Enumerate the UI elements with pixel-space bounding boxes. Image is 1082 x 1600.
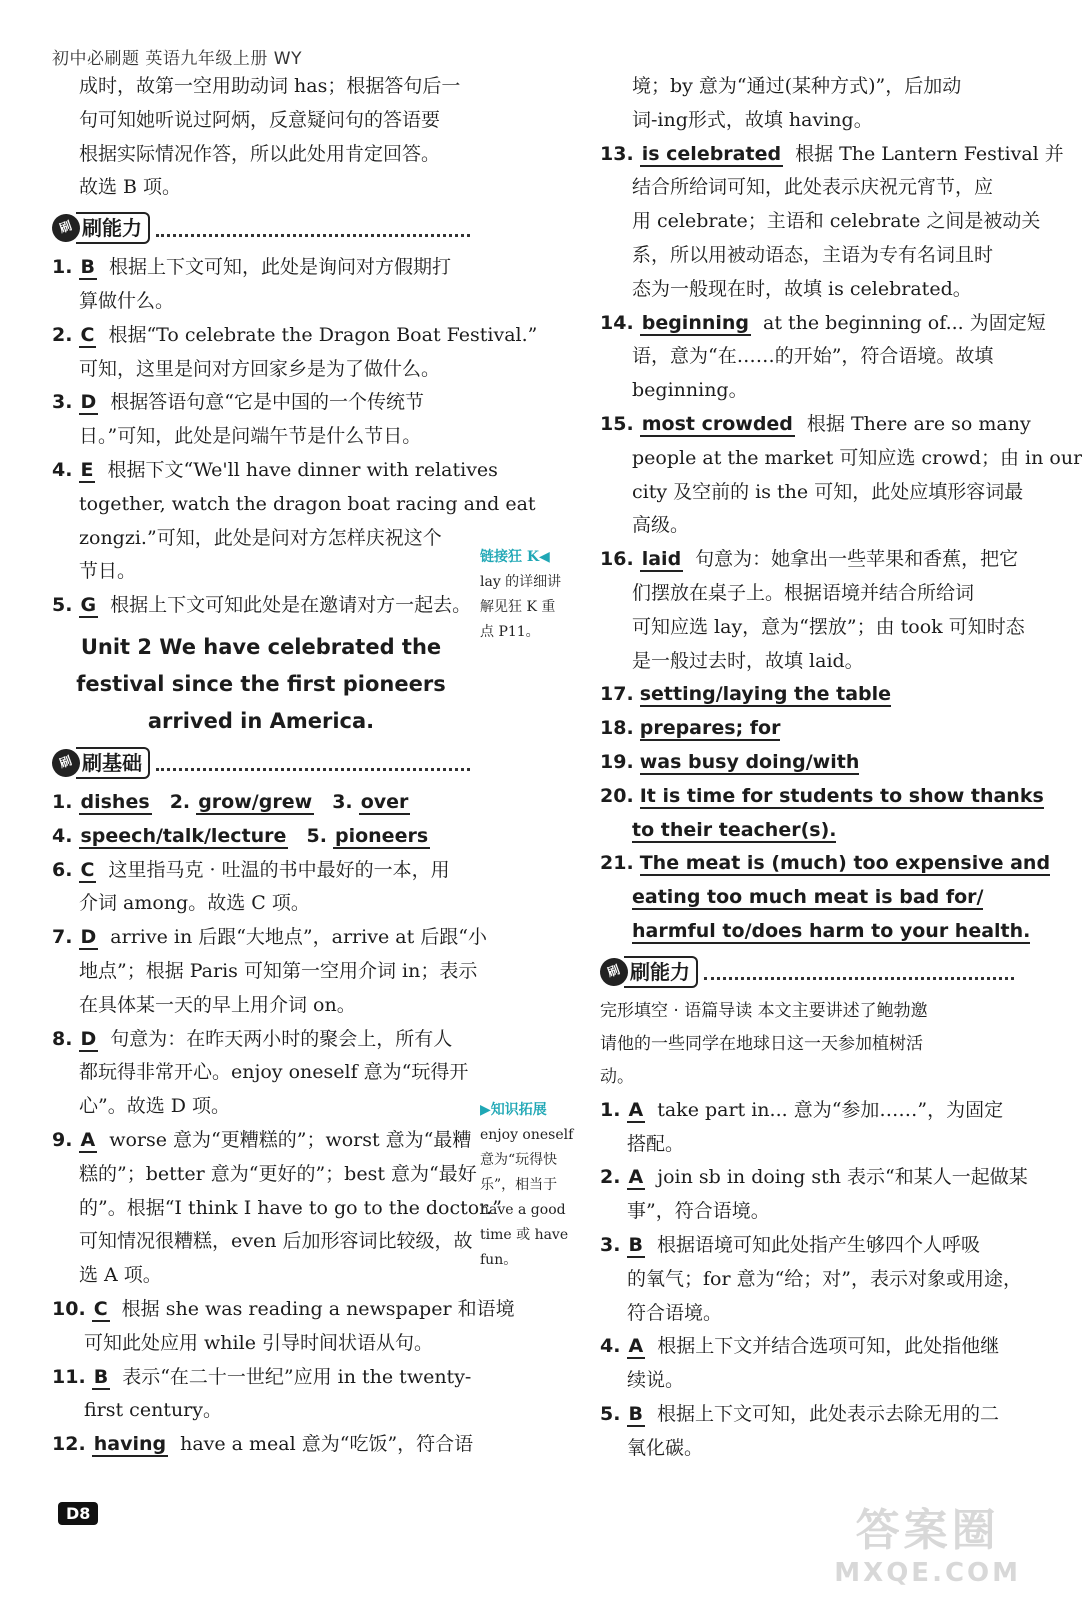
side-note-line: 点 P11。 xyxy=(480,624,540,640)
item-number: 17. xyxy=(600,683,634,706)
answer-row xyxy=(52,820,470,854)
answer-item xyxy=(52,1361,470,1429)
item-answer: C xyxy=(80,858,95,881)
item-answer: grow/grew xyxy=(198,790,313,813)
item-text: 结合所给词可知，此处表示庆祝元宵节，应 xyxy=(632,176,994,199)
item-text: first century。 xyxy=(84,1399,222,1422)
item-number: 3. xyxy=(52,391,73,414)
item-text: 可知，这里是问对方回家乡是为了做什么。 xyxy=(79,357,441,380)
answer-item xyxy=(52,921,487,1022)
answer-item xyxy=(52,251,470,319)
item-answer: pioneers xyxy=(334,824,429,847)
item-answer: harmful to/does harm to your health. xyxy=(632,919,1031,942)
item-text: 根据 The Lantern Festival 并 xyxy=(795,142,1064,165)
item-text: take part in... 意为“参加……”，为固定 xyxy=(657,1098,1004,1121)
item-text: 根据下文“We'll have dinner with relatives xyxy=(107,458,498,481)
item-text: 根据语境可知此处指产生够四个人呼吸 xyxy=(656,1233,980,1256)
item-answer: B xyxy=(93,1365,109,1388)
item-text: 介词 among。故选 C 项。 xyxy=(79,892,310,915)
text-line: 词-ing形式，故填 having。 xyxy=(632,108,873,131)
item-answer: E xyxy=(80,458,94,481)
item-answer: A xyxy=(628,1335,644,1358)
fill-in-answers xyxy=(600,678,1051,948)
item-answer: A xyxy=(628,1166,644,1189)
answer-item xyxy=(600,1398,1014,1466)
answer-item xyxy=(600,138,1064,307)
answer-row xyxy=(52,786,470,820)
side-note-line: time 或 have xyxy=(480,1227,569,1243)
item-text: 根据上下文并结合选项可知，此处指他继 xyxy=(657,1335,1000,1358)
item-answer: A xyxy=(628,1098,644,1121)
text-line: 故选 B 项。 xyxy=(79,176,182,199)
answer-item xyxy=(600,1229,1023,1330)
item-number: 5. xyxy=(52,594,73,617)
item-text: 态为一般现在时，故填 is celebrated。 xyxy=(632,277,972,300)
item-answer: D xyxy=(80,391,97,414)
item-text: 事”，符合语境。 xyxy=(627,1200,770,1223)
item-text: 选 A 项。 xyxy=(79,1264,162,1287)
item-text: zongzi.”可知，此处是问对方怎样庆祝这个 xyxy=(79,526,442,549)
watermark-logo xyxy=(834,1494,1021,1588)
dotted-divider xyxy=(704,963,1014,980)
item-text: 高级。 xyxy=(632,514,690,537)
item-text: 算做什么。 xyxy=(79,289,175,312)
item-text: 系，所以用被动语态，主语为专有名词且时 xyxy=(632,243,994,266)
item-text: 可知此处应用 while 引导时间状语从句。 xyxy=(84,1331,433,1354)
item-number: 2. xyxy=(600,1166,621,1189)
item-text: 搭配。 xyxy=(627,1132,685,1155)
answer-item xyxy=(600,307,1046,408)
section-title: 刷能力 xyxy=(624,956,698,988)
item-text: 表示“在二十一世纪”应用 in the twenty- xyxy=(122,1365,472,1388)
item-answer: B xyxy=(628,1402,643,1425)
dotted-divider xyxy=(156,754,470,771)
item-number: 14. xyxy=(600,311,634,334)
item-answer: over xyxy=(360,790,409,813)
item-text: 的”。根据“I think I have to go to the doctor.” xyxy=(79,1196,502,1219)
item-answer: setting/laying the table xyxy=(639,683,892,706)
item-text: 根据“To celebrate the Dragon Boat Festival.” xyxy=(108,323,538,346)
item-number: 16. xyxy=(600,548,634,571)
answer-list-4 xyxy=(600,1094,1028,1466)
dotted-divider xyxy=(156,220,470,237)
item-answer: laid xyxy=(641,548,682,571)
item-text: 根据答语句意“它是中国的一个传统节 xyxy=(110,391,424,414)
side-note-line: 意为“玩得快 xyxy=(480,1152,558,1168)
item-text: 根据上下文可知，此处表示去除无用的二 xyxy=(656,1402,999,1425)
answer-item xyxy=(52,1023,470,1124)
unit-title xyxy=(52,629,470,740)
item-answer: eating too much meat is bad for/ xyxy=(632,886,984,909)
section-header-ability xyxy=(52,211,470,245)
item-text: 是一般过去时，故填 laid。 xyxy=(632,649,864,672)
item-answer: It is time for students to show thanks xyxy=(639,784,1044,807)
right-column xyxy=(600,70,1082,1465)
item-number: 1. xyxy=(600,1098,621,1121)
text-line: 根据实际情况作答，所以此处用肯定回答。 xyxy=(79,142,441,165)
item-number: 10. xyxy=(52,1297,86,1320)
item-answer: dishes xyxy=(80,790,150,813)
item-number: 18. xyxy=(600,717,634,740)
answer-item xyxy=(52,386,470,454)
answer-item xyxy=(52,589,470,623)
text-line: 境；by 意为“通过(某种方式)”，后加动 xyxy=(632,75,962,97)
item-text: 续说。 xyxy=(627,1369,685,1392)
item-text: 糕的”；better 意为“更好的”；best 意为“最好 xyxy=(79,1162,477,1185)
item-number: 2. xyxy=(169,790,191,813)
item-text: together, watch the dragon boat racing and eat xyxy=(79,492,536,515)
side-note-line: lay 的详细讲 xyxy=(480,574,562,590)
item-text: 都玩得非常开心。enjoy oneself 意为“玩得开 xyxy=(79,1061,469,1084)
text-line: 动。 xyxy=(600,1066,634,1087)
watermark-line: 答案圈 xyxy=(855,1505,1000,1556)
item-answer: B xyxy=(628,1233,643,1256)
item-text: city 及空前的 is the 可知，此处应填形容词最 xyxy=(632,480,1024,503)
item-number: 8. xyxy=(52,1027,73,1050)
item-answer: D xyxy=(80,1027,97,1050)
item-text: 的氧气；for 意为“给；对”，表示对象或用途， xyxy=(627,1267,1023,1290)
answer-item xyxy=(600,1094,1014,1162)
item-text: 氧化碳。 xyxy=(627,1436,704,1459)
section-badge-icon: 刷 xyxy=(48,210,84,246)
item-text: 在具体某一天的早上用介词 on。 xyxy=(79,993,356,1016)
unit-title-line: festival since the first pioneers xyxy=(76,671,446,696)
item-answer: most crowded xyxy=(641,412,793,435)
answer-item xyxy=(600,543,1025,678)
item-text: 地点”；根据 Paris 可知第一空用介词 in；表示 xyxy=(79,959,478,982)
item-answer: is celebrated xyxy=(641,142,782,165)
item-number: 4. xyxy=(52,824,73,847)
item-text: have a meal 意为“吃饭”，符合语 xyxy=(180,1433,474,1456)
item-text: join sb in doing sth 表示“和某人一起做某 xyxy=(657,1166,1028,1189)
item-number: 20. xyxy=(600,784,634,807)
item-number: 5. xyxy=(306,824,327,847)
item-answer: C xyxy=(93,1297,108,1320)
side-note-line: 乐”，相当于 xyxy=(480,1177,558,1193)
item-text: arrive in 后跟“大地点”，arrive at 后跟“小 xyxy=(110,926,487,949)
side-note-line: have a good xyxy=(480,1202,566,1218)
item-number: 2. xyxy=(52,323,73,346)
text-line: 请他的一些同学在地球日这一天参加植树活 xyxy=(600,1033,923,1054)
item-number: 11. xyxy=(52,1365,86,1388)
item-answer: was busy doing/with xyxy=(639,750,860,773)
answer-item xyxy=(600,1330,1014,1398)
item-answer: to their teacher(s). xyxy=(632,818,837,841)
section-badge-icon: 刷 xyxy=(596,954,632,990)
item-text: 可知情况很糟糕，even 后加形容词比较级，故 xyxy=(79,1230,473,1253)
item-text: 根据 There are so many xyxy=(806,412,1031,435)
watermark-line: MXQE.COM xyxy=(834,1558,1021,1588)
section-header-ability xyxy=(600,955,1014,989)
item-number: 21. xyxy=(600,852,634,875)
answer-list-3 xyxy=(600,138,1082,679)
section-title: 刷基础 xyxy=(76,747,150,779)
item-text: 根据 she was reading a newspaper 和语境 xyxy=(121,1297,515,1320)
left-intro xyxy=(52,70,470,205)
item-answer: having xyxy=(93,1433,167,1456)
item-answer: B xyxy=(80,256,95,279)
item-answer: beginning xyxy=(641,311,750,334)
item-number: 1. xyxy=(52,790,73,813)
item-answer: D xyxy=(80,926,97,949)
item-number: 4. xyxy=(600,1335,621,1358)
item-number: 5. xyxy=(600,1402,621,1425)
item-answer: The meat is (much) too expensive and xyxy=(639,852,1051,875)
item-number: 7. xyxy=(52,926,73,949)
item-number: 6. xyxy=(52,858,73,881)
item-number: 3. xyxy=(600,1233,621,1256)
answer-item xyxy=(52,1293,515,1361)
page-number: D8 xyxy=(58,1502,98,1525)
item-text: 句意为：在昨天两小时的聚会上，所有人 xyxy=(110,1027,453,1050)
text-line: 句可知她听说过阿炳，反意疑问句的答语要 xyxy=(79,108,441,131)
section-header-basics xyxy=(52,746,470,780)
cloze-intro xyxy=(600,995,1014,1094)
item-text: 用 celebrate；主语和 celebrate 之间是被动关 xyxy=(632,210,1041,233)
text-line: 成时，故第一空用助动词 has；根据答句后一 xyxy=(79,75,461,97)
running-header: 初中必刷题 英语九年级上册 WY xyxy=(52,49,303,69)
item-number: 1. xyxy=(52,256,73,279)
item-answer: A xyxy=(80,1128,96,1151)
item-text: 根据上下文可知，此处是询问对方假期打 xyxy=(108,256,451,279)
section-badge-icon: 刷 xyxy=(48,745,84,781)
item-answer: C xyxy=(80,323,95,346)
item-number: 12. xyxy=(52,1433,86,1456)
item-number: 4. xyxy=(52,458,73,481)
item-text: 句意为：她拿出一些苹果和香蕉，把它 xyxy=(695,548,1019,571)
item-text: 这里指马克 · 吐温的书中最好的一本，用 xyxy=(108,858,450,881)
item-text: 根据上下文可知此处是在邀请对方一起去。 xyxy=(110,594,472,617)
side-note-line: fun。 xyxy=(480,1252,518,1268)
side-note-tag: 链接狂 K◀ xyxy=(480,549,550,565)
item-text: 日。”可知，此处是问端午节是什么节日。 xyxy=(79,425,422,448)
item-number: 19. xyxy=(600,750,634,773)
side-note-tag: ▶知识拓展 xyxy=(480,1102,547,1118)
answer-item xyxy=(52,854,470,922)
item-text: 心”。故选 D 项。 xyxy=(79,1095,231,1118)
item-text: 符合语境。 xyxy=(627,1301,723,1324)
text-line: 完形填空 · 语篇导读 本文主要讲述了鲍勃邀 xyxy=(600,1000,928,1021)
item-number: 3. xyxy=(332,790,353,813)
side-note-line: 解见狂 K 重 xyxy=(480,599,556,615)
item-text: worse 意为“更糟糕的”；worst 意为“最糟 xyxy=(109,1128,472,1151)
answer-item xyxy=(600,1161,1028,1229)
item-answer: G xyxy=(80,594,97,617)
unit-title-line: Unit 2 We have celebrated the xyxy=(80,634,442,659)
unit-title-line: arrived in America. xyxy=(147,708,375,733)
answer-item xyxy=(52,1428,474,1462)
side-note-link xyxy=(480,545,590,645)
answer-item xyxy=(52,319,538,387)
item-text: beginning。 xyxy=(632,379,748,402)
item-text: at the beginning of... 为固定短 xyxy=(763,311,1046,334)
item-text: 可知应选 lay，意为“摆放”；由 took 可知时态 xyxy=(632,615,1025,638)
side-note-extension xyxy=(480,1098,590,1273)
side-note-line: enjoy oneself xyxy=(480,1127,574,1143)
item-answer: speech/talk/lecture xyxy=(80,824,287,847)
item-text: 语，意为“在……的开始”，符合语境。故填 xyxy=(632,345,994,368)
item-text: 节日。 xyxy=(79,560,137,583)
item-text: 们摆放在桌子上。根据语境并结合所给词 xyxy=(632,581,975,604)
section-title: 刷能力 xyxy=(76,212,150,244)
answer-item xyxy=(600,408,1082,543)
item-number: 9. xyxy=(52,1128,73,1151)
item-number: 15. xyxy=(600,412,634,435)
item-text: people at the market 可知应选 crowd；由 in our xyxy=(632,446,1082,469)
item-answer: prepares; for xyxy=(639,717,781,740)
item-number: 13. xyxy=(600,142,634,165)
